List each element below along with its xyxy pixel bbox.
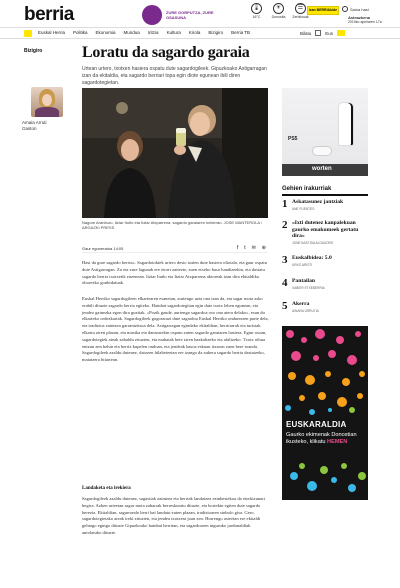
login-label: Saioa hasi: [350, 6, 369, 12]
nav-item-ekonomia[interactable]: Ekonomia: [95, 30, 116, 35]
services-label: Zerbitzuak: [292, 15, 309, 19]
share-buttons: [237, 245, 266, 251]
language-flag-icon: [337, 30, 345, 36]
rank-number: 2: [282, 219, 288, 231]
euskaraldia-title: EUSKARALDIA: [286, 420, 347, 429]
rank-number: 4: [282, 277, 288, 289]
article-meta: [82, 245, 268, 253]
ad-brand-bar: [282, 164, 368, 176]
weather-label: Donostia: [271, 15, 286, 19]
temperature-label: 16°C: [252, 15, 261, 19]
article-photo[interactable]: [82, 88, 268, 218]
date-day: Asteazkena: [348, 15, 371, 20]
menu-icon[interactable]: [24, 30, 32, 37]
date-full: 2019ko apirilaren 17a: [348, 20, 382, 24]
article-paragraph: Euskal Herriko sagardogileen elkartearen esanetan, aurtengo uzta ona izan da, eta sagar mota asko erabili dituzte sagardo berria egiteko. Hainbat sagardotegitan egin dute txotx lehen egunean, eta jendez gainezka egon dira guztiak. «Pozik gaude, aurtengo sagardoa oso ona atera delako», esan du elkarteko ordezkariak. Sagardogileek gogorarazi dute sagardoa Euskal Herriko ondarearen parte dela, eta tradizioa zaintzea garrantzitsua dela. Astigarragan egindako ekitaldian, herritarrak eta turistak elkartu ziren plazan, eta musika eta dantzarekin ospatu zuten sagardo garaiaren hasiera. Egun osoan, sagardotegiek ateak zabaldu zituzten, eta mahaiak bete ziren bazkaltzeko eta afaltzeko. Txotx oihua entzun zen behin eta berriz kupelen ondoan, eta jendeak basoa eskuan itxaron zuen bere txanda. Sagardogileek azaldu dutenez, datozen hilabeteetan ere izango da aukera sagardo berria dastatzeko, maiatzera bitartean.: [82, 296, 269, 363]
rank-number: 5: [282, 300, 288, 312]
most-read-heading: Gehien irakurriak: [282, 186, 368, 196]
rank-number: 1: [282, 198, 288, 210]
rank-title[interactable]: Akerra: [292, 301, 310, 307]
avatar-face: [42, 94, 52, 106]
main-nav: [0, 27, 400, 39]
nav-items: [38, 30, 250, 35]
search-label[interactable]: Bilatu: [300, 30, 312, 36]
temperature-widget[interactable]: [248, 3, 265, 19]
login-link[interactable]: [342, 6, 369, 12]
article-headline: Loratu da sagardo garaia: [82, 44, 250, 61]
rank-number: 3: [282, 254, 288, 266]
nav-item-euskal-herria[interactable]: Euskal Herria: [38, 30, 66, 35]
rank-title[interactable]: Askatasunez jantziak: [292, 199, 344, 205]
rank-author: AINARA URRUTIA: [292, 309, 319, 313]
section-tag[interactable]: Bizigiro: [24, 48, 43, 54]
rank-author: XABIER ETXEBERRIA: [292, 286, 325, 290]
rank-title[interactable]: Pantailan: [292, 278, 316, 284]
services-icon: ☰: [295, 3, 306, 14]
controller-image: [312, 146, 332, 156]
twitter-icon[interactable]: t: [244, 245, 246, 251]
search-icon[interactable]: [315, 30, 321, 36]
nav-item-kirola[interactable]: Kirola: [188, 30, 201, 35]
article-timestamp: Gaur eguneratua 14:05: [82, 246, 124, 251]
user-icon: [342, 6, 348, 12]
subscribe-button[interactable]: Izan BERRIAkide: [307, 6, 339, 15]
nav-item-politika[interactable]: Politika: [73, 30, 88, 35]
weather-icon: ☀: [273, 3, 284, 14]
rank-author: ANE FUENTES: [292, 207, 315, 211]
rank-author: JONE BASTIDA ALDASORO: [292, 241, 334, 245]
nav-item-mundua[interactable]: Mundua: [123, 30, 140, 35]
promo-text: ZURE GORPUTZA, ZURE OSASUNA: [166, 10, 214, 20]
nav-item-bizigiro[interactable]: Bizigiro: [208, 30, 224, 35]
euskaraldia-text: [286, 432, 366, 446]
site-logo[interactable]: berria: [24, 4, 74, 25]
ad-banner-euskaraldia[interactable]: [282, 326, 368, 500]
temperature-icon: 🌡: [251, 3, 262, 14]
dots-pattern: [282, 326, 368, 500]
email-icon[interactable]: ✉: [251, 245, 256, 251]
nav-right: [300, 30, 345, 36]
rank-title[interactable]: «Ixti dutenez kanpalekuan gaurko emakumeek gertatu dira»: [292, 220, 359, 240]
article-lede: Urtean urtero, txotxen hasiera ospatu dute sagardogileek. Gipuzkoako Astigarragan izan da ekitaldia, eta sagardo berriari topa egin diote egunean ibili diren sagardotegietan.: [82, 66, 267, 86]
promo-logo: [142, 5, 162, 25]
photo-illustration: [82, 88, 268, 218]
rank-title[interactable]: Euskalbidea: 5.0: [292, 255, 332, 261]
more-share-icon[interactable]: ⊕: [261, 245, 266, 251]
article-subhead: Landaketa eta irekiera: [82, 486, 131, 491]
promo-banner[interactable]: [142, 5, 226, 25]
facebook-icon[interactable]: f: [236, 245, 239, 251]
header-date: [348, 16, 382, 24]
nav-item-kultura[interactable]: Kultura: [166, 30, 181, 35]
ad-product-label: PS5: [288, 136, 298, 142]
euskaraldia-link[interactable]: HEMEN: [327, 439, 348, 445]
rank-author: URKO ARISTI: [292, 263, 313, 267]
console-image: [338, 102, 354, 146]
article-paragraph: Sagardogileek azaldu dutenez, sagastiak zaintzea eta berriak landatzea ezinbestekoa da etorkizunari begira. Azken urteetan sagar mota zaharrak berreskuratu dituzte, eta horiekin egiten dute sagardo berezia. Ekitaldian, sagarrondo berri bat landatu zuten plazan, tradizioaren sinbolo gisa. Gero, sagardotegietako ateak ireki zituzten, eta jendea txotxera joan zen. Hurrengo asteetan ere ekitaldi gehiago egingo dituzte Gipuzkoako hainbat herritan, eta sagardoaren inguruko jardunaldiak antolatuko dituzte.: [82, 496, 266, 535]
top-icons: [248, 3, 309, 19]
weather-widget[interactable]: [270, 3, 287, 19]
nav-item-berria-tb[interactable]: Berria TB: [231, 30, 251, 35]
author-name[interactable]: Amaia Arruti Gaston: [22, 120, 47, 131]
author-avatar: [31, 87, 63, 117]
ad-banner-ps5[interactable]: [282, 88, 368, 176]
language-label[interactable]: Eus: [325, 30, 334, 36]
avatar-shirt: [35, 107, 59, 117]
ad-brand-label: worten: [312, 166, 332, 172]
photo-caption: Nagore Aranburu, Itziar Ituño eta Itziar Atxparrena, sagardo garaiaren irekieran. JOSE MANTEROLA / ARGAZKI PRESS: [82, 220, 263, 230]
euskaraldia-line: Gaurko ekimenak Donostian ikusteko, klikatu: [286, 432, 357, 445]
nav-item-iritzia[interactable]: Iritzia: [147, 30, 159, 35]
top-header: [0, 0, 400, 26]
article-paragraph: Hasi da gure sagardo berria». Sagardotokiek urtero desio izaten dute hasiera ofiziala, eta gaur ospatu dute Astigarragan. Zu eta zure lagunak ere etorri zaitezte, zuen etxeko baso handiarekin, eta dastatu sagardo berria txotxetik zuzenean. Itziar Ituño eta Itziar Atxparrena aktoreak izan dira ekitaldiko ohorezko gonbidatuak.: [82, 260, 267, 286]
